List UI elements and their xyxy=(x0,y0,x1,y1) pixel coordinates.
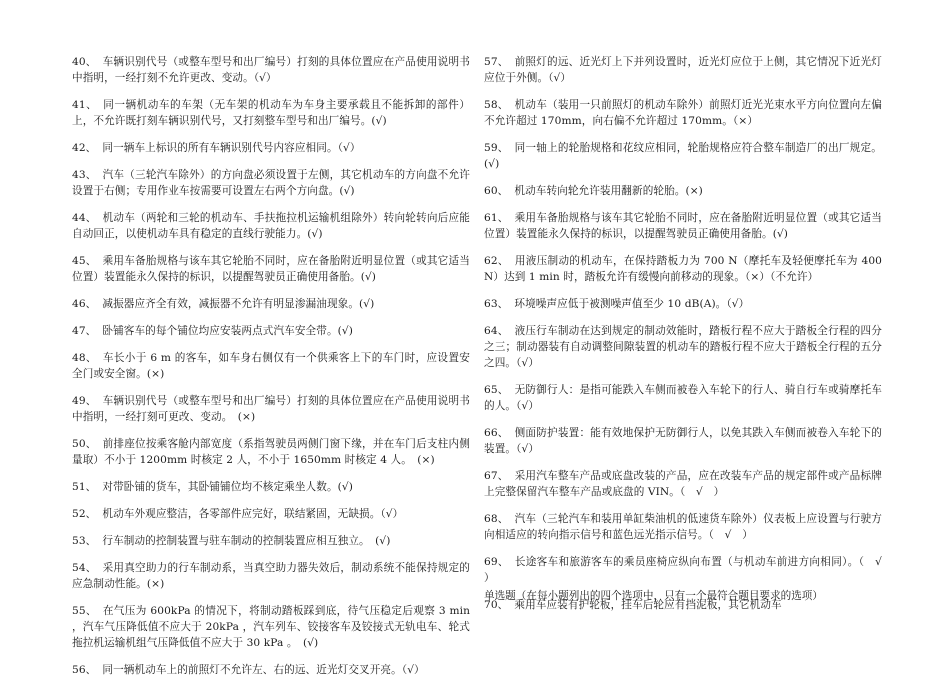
left-column xyxy=(72,54,470,689)
question-number: 52、 xyxy=(72,508,97,520)
question-number: 41、 xyxy=(72,99,98,111)
question-number: 65、 xyxy=(484,384,509,396)
question-item xyxy=(72,506,470,522)
question-item xyxy=(72,479,470,495)
question-text: 在气压为 600kPa 的情况下，将制动踏板踩到底，待气压稳定后观察 3 min ，汽车气压降低值不应大于 20kPa ，汽车列车、铰接客车及铰接式无轨电车、轮式拖拉机运输机组气压降低值不应大于 30 kPa 。 (√) xyxy=(72,605,471,649)
question-text: 汽车（三轮汽车除外）的方向盘必须设置于左侧，其它机动车的方向盘不允许设置于右侧；专用作业车按需要可设置左右两个方向盘。(√) xyxy=(72,169,470,197)
question-item xyxy=(484,554,893,586)
question-item xyxy=(484,97,882,129)
question-text: 汽车（三轮汽车和装用单缸柴油机的低速货车除外）仪表板上应设置与行驶方向相适应的转向指示信号和蓝色远光指示信号。（ √ ） xyxy=(484,513,882,541)
question-item xyxy=(72,662,470,678)
question-number: 45、 xyxy=(72,255,97,267)
section-heading: 单选题（在每小题列出的四个选项中，只有一个最符合题目要求的选项） xyxy=(484,590,823,602)
question-item xyxy=(72,533,470,549)
question-text: 环境噪声应低于被测噪声值至少 10 dB(A)。（√） xyxy=(514,298,750,310)
question-text: 乘用车备胎规格与该车其它轮胎不同时，应在备胎附近明显位置（或其它适当位置）装置能永久保持的标识，以提醒驾驶员正确使用备胎。(√) xyxy=(484,212,882,240)
question-item xyxy=(484,253,882,285)
question-number: 67、 xyxy=(484,470,509,482)
question-item xyxy=(484,382,882,414)
question-item xyxy=(72,560,470,592)
question-text: 卧铺客车的每个铺位均应安装两点式汽车安全带。(√) xyxy=(102,325,353,337)
question-item xyxy=(72,253,470,285)
question-number: 47、 xyxy=(72,325,97,337)
question-text: 长途客车和旅游客车的乘员座椅应纵向布置（与机动车前进方向相同）。（ √ ） xyxy=(484,556,893,584)
question-item xyxy=(484,140,882,172)
question-text: 用液压制动的机动车，在保持踏板力为 700 N（摩托车及轻便摩托车为 400N）达到 1 min 时，踏板允许有缓慢向前移动的现象。（×）（不允许） xyxy=(484,255,883,283)
question-text: 同一辆机动车的车架（无车架的机动车为车身主要承载且不能拆卸的部件）上，不允许既打刻车辆识别代号，又打刻整车型号和出厂编号。(√) xyxy=(72,99,471,127)
question-text: 乘用车应装有护轮板，挂车后轮应有挡泥板，其它机动车 xyxy=(514,599,782,611)
question-number: 70、 xyxy=(484,599,509,611)
question-number: 50、 xyxy=(72,438,97,450)
question-number: 59、 xyxy=(484,142,509,154)
question-number: 55、 xyxy=(72,605,97,617)
question-number: 51、 xyxy=(72,481,97,493)
right-column xyxy=(484,54,893,624)
question-item xyxy=(72,140,470,156)
question-text: 前照灯的远、近光灯上下并列设置时，近光灯应位于上侧，其它情况下近光灯应位于外侧。（√） xyxy=(484,56,882,84)
question-text: 车辆识别代号（或整车型号和出厂编号）打刻的具体位置应在产品使用说明书中指明，一经打刻不允许更改、变动。（√） xyxy=(72,56,470,84)
question-item xyxy=(72,167,470,199)
question-item xyxy=(484,210,882,242)
question-item xyxy=(484,54,882,86)
question-text: 同一辆车上标识的所有车辆识别代号内容应相同。（√） xyxy=(102,142,361,154)
question-number: 44、 xyxy=(72,212,97,224)
question-text: 同一辆机动车上的前照灯不允许左、右的远、近光灯交叉开亮。（√） xyxy=(102,664,425,676)
question-item xyxy=(72,603,470,651)
question-number: 64、 xyxy=(484,325,509,337)
question-number: 62、 xyxy=(484,255,509,267)
question-number: 43、 xyxy=(72,169,97,181)
question-text: 减振器应齐全有效，减振器不允许有明显渗漏油现象。(√) xyxy=(102,298,375,310)
question-number: 42、 xyxy=(72,142,97,154)
question-item xyxy=(72,436,470,468)
question-number: 48、 xyxy=(72,352,97,364)
question-text: 侧面防护装置：能有效地保护无防御行人，以免其跌入车侧而被卷入车轮下的装置。（√） xyxy=(484,427,882,455)
question-number: 56、 xyxy=(72,664,97,676)
question-text: 机动车外观应整洁，各零部件应完好，联结紧固，无缺损。（√） xyxy=(102,508,404,520)
question-text: 液压行车制动在达到规定的制动效能时，踏板行程不应大于踏板全行程的四分之三；制动器装有自动调整间隙装置的机动车的踏板行程不应大于踏板全行程的五分之四。（√） xyxy=(484,325,882,369)
question-item xyxy=(72,393,470,425)
question-text: 车辆识别代号（或整车型号和出厂编号）打刻的具体位置应在产品使用说明书中指明，一经打刻可更改、变动。 (×) xyxy=(72,395,470,423)
question-number: 46、 xyxy=(72,298,97,310)
question-item xyxy=(72,350,470,382)
question-text: 无防御行人：是指可能跌入车侧而被卷入车轮下的行人、骑自行车或骑摩托车的人。（√） xyxy=(484,384,882,412)
question-text: 采用汽车整车产品或底盘改装的产品，应在改装车产品的规定部件或产品标牌上完整保留汽车整车产品或底盘的 VIN。（ √ ） xyxy=(484,470,882,498)
question-number: 69、 xyxy=(484,556,509,568)
question-number: 57、 xyxy=(484,56,509,68)
question-item xyxy=(72,323,470,339)
question-item xyxy=(484,468,882,500)
question-text: 车长小于 6 m 的客车，如车身右侧仅有一个供乘客上下的车门时，应设置安全门或安全窗。(×) xyxy=(72,352,470,380)
question-number: 53、 xyxy=(72,535,97,547)
question-text: 前排座位按乘客舱内部宽度（系指驾驶员两侧门窗下缘，并在车门后支柱内侧量取）不小于 1200mm 时核定 2 人，不小于 1650mm 时核定 4 人。 (×) xyxy=(72,438,470,466)
question-number: 54、 xyxy=(72,562,97,574)
question-text: 采用真空助力的行车制动系，当真空助力器失效后，制动系统不能保持规定的应急制动性能。(×) xyxy=(72,562,470,590)
question-item xyxy=(484,511,882,543)
question-number: 61、 xyxy=(484,212,509,224)
question-text: 机动车（两轮和三轮的机动车、手扶拖拉机运输机组除外）转向轮转向后应能自动回正，以使机动车具有稳定的直线行驶能力。(√) xyxy=(72,212,470,240)
question-text: 同一轴上的轮胎规格和花纹应相同，轮胎规格应符合整车制造厂的出厂规定。(√) xyxy=(484,142,882,170)
question-item xyxy=(484,425,882,457)
question-item xyxy=(484,323,882,371)
question-item xyxy=(72,97,470,129)
question-number: 66、 xyxy=(484,427,509,439)
question-text: 对带卧铺的货车，其卧铺铺位均不核定乘坐人数。(√) xyxy=(102,481,353,493)
question-number: 60、 xyxy=(484,185,509,197)
question-item xyxy=(72,210,470,242)
question-number: 40、 xyxy=(72,56,97,68)
question-number: 68、 xyxy=(484,513,509,525)
question-item xyxy=(72,296,470,312)
question-text: 行车制动的控制装置与驻车制动的控制装置应相互独立。 (√) xyxy=(102,535,391,547)
question-item xyxy=(72,54,470,86)
question-text: 乘用车备胎规格与该车其它轮胎不同时，应在备胎附近明显位置（或其它适当位置）装置能永久保持的标识，以提醒驾驶员正确使用备胎。(√) xyxy=(72,255,470,283)
question-text: 机动车（装用一只前照灯的机动车除外）前照灯近光光束水平方向位置向左偏不允许超过 170mm，向右偏不允许超过 170mm。（×） xyxy=(484,99,882,127)
question-item xyxy=(484,296,882,312)
question-number: 58、 xyxy=(484,99,509,111)
question-number: 49、 xyxy=(72,395,97,407)
question-text: 机动车转向轮允许装用翻新的轮胎。(×) xyxy=(514,185,703,197)
question-item xyxy=(484,183,882,199)
question-number: 63、 xyxy=(484,298,509,310)
